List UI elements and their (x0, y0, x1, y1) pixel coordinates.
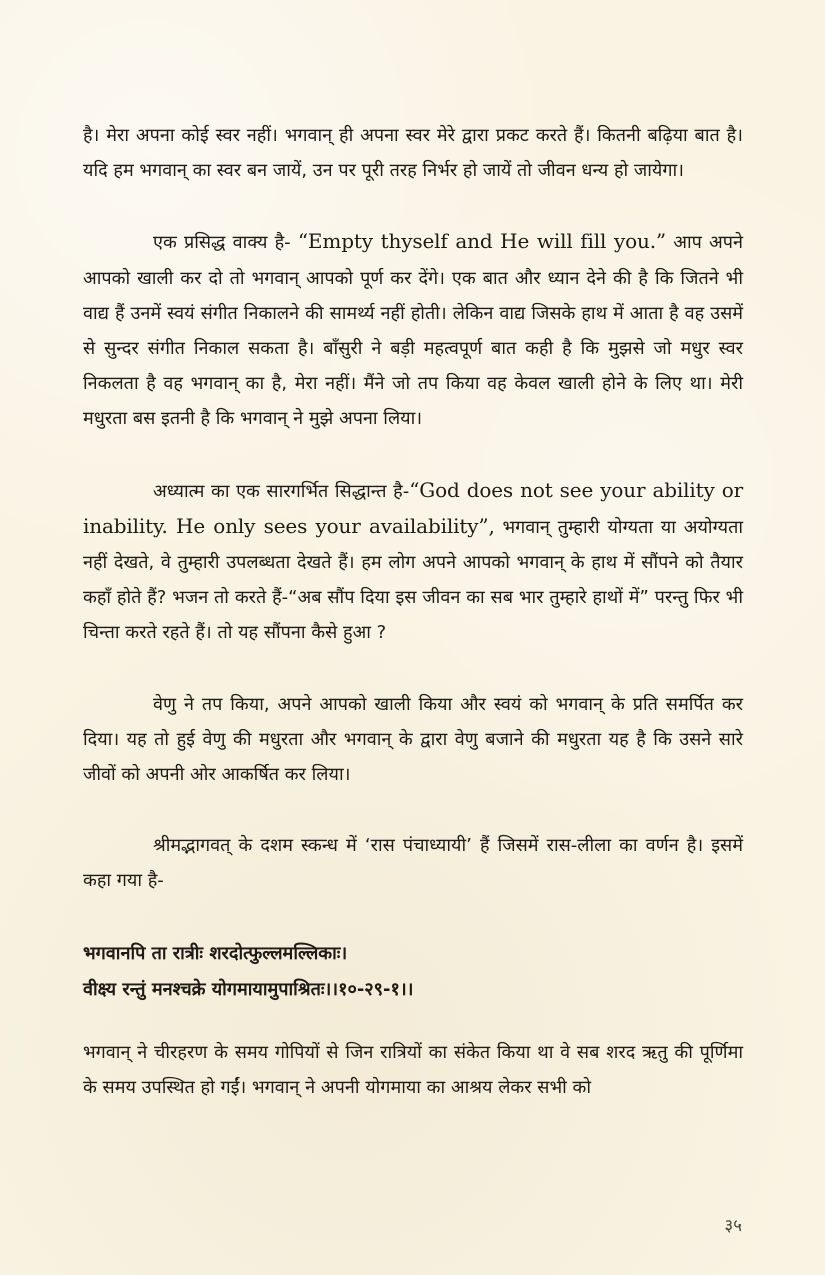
paragraph-4-text: वेणु ने तप किया, अपने आपको खाली किया और स्वयं को भगवान् के प्रति समर्पित कर दिया। यह तो हुई वेणु की मधुरता और भगवान् के द्वारा वेणु बजाने की मधुरता यह है कि उसने सारे जीवों को अपनी ओर आकर्षित कर लिया। (83, 693, 743, 786)
paragraph-3 (83, 473, 743, 651)
paragraph-4 (83, 687, 743, 793)
sanskrit-verse (83, 936, 743, 1008)
paragraph-3-body-text: भगवान् तुम्हारी योग्यता या अयोग्यता नहीं देखते, वे तुम्हारी उपलब्धता देखते हैं। हम लोग अपने आपको भगवान् के हाथ में सौंपने को तैयार कहाँ होते हैं? भजन तो करते हैं-“अब सौंप दिया इस जीवन का सब भार तुम्हारे हाथों में” परन्तु फिर भी चिन्ता करते रहते हैं। तो यह सौंपना कैसे हुआ ? (83, 516, 743, 644)
paragraph-2-lead-text: एक प्रसिद्ध वाक्य है- (153, 232, 298, 254)
paragraph-2-english-quote: “Empty thyself and He will fill you.” (297, 229, 666, 254)
page-number: ३५ (724, 1216, 742, 1236)
paragraph-1 (83, 118, 743, 188)
paragraph-3-english-quote: “God does not see your ability or inability. He only sees your availability”, (83, 477, 744, 538)
paragraph-5-text: श्रीमद्भागवत् के दशम स्कन्ध में ‘रास पंचाध्यायी’ हैं जिसमें रास-लीला का वर्णन है। इसमें कहा गया है- (83, 835, 743, 892)
paragraph-1-text: है। मेरा अपना कोई स्वर नहीं। भगवान् ही अपना स्वर मेरे द्वारा प्रकट करते हैं। कितनी बढ़िया बात है। यदि हम भगवान् का स्वर बन जायें, उन पर पूरी तरह निर्भर हो जायें तो जीवन धन्य हो जायेगा। (83, 125, 743, 182)
paragraph-3-lead-text: अध्यात्म का एक सारगर्भित सिद्धान्त है- (153, 480, 410, 502)
paragraph-5 (83, 828, 743, 898)
verse-line-1: भगवानपि ता रात्रीः शरदोत्फुल्लमल्लिकाः। (83, 942, 348, 964)
paragraph-2 (83, 224, 743, 436)
final-paragraph: भगवान् ने चीरहरण के समय गोपियों से जिन रात्रियों का संकेत किया था वे सब शरद ऋतु की पूर्णिमा के समय उपस्थित हो गईं। भगवान् ने अपनी योगमाया का आश्रय लेकर सभी को (83, 1041, 743, 1098)
paragraph-2-body-text: आप अपने आपको खाली कर दो तो भगवान् आपको पूर्ण कर देंगे। एक बात और ध्यान देने की है कि जितने भी वाद्य हैं उनमें स्वयं संगीत निकालने की सामर्थ्य नहीं होती। लेकिन वाद्य जिसके हाथ में आता है वह उसमें से सुन्दर संगीत निकाल सकता है। बाँसुरी ने बड़ी महत्वपूर्ण बात कही है कि मुझसे जो मधुर स्वर निकलता है वह भगवान् का है, मेरा नहीं। मैंने जो तप किया वह केवल खाली होने के लिए था। मेरी मधुरता बस इतनी है कि भगवान् ने मुझे अपना लिया। (83, 232, 743, 430)
page-content (83, 118, 743, 1105)
verse-line-2: वीक्ष्य रन्तुं मनश्चक्रे योगमायामुपाश्रितः।।१०-२९-१।। (83, 978, 414, 1000)
